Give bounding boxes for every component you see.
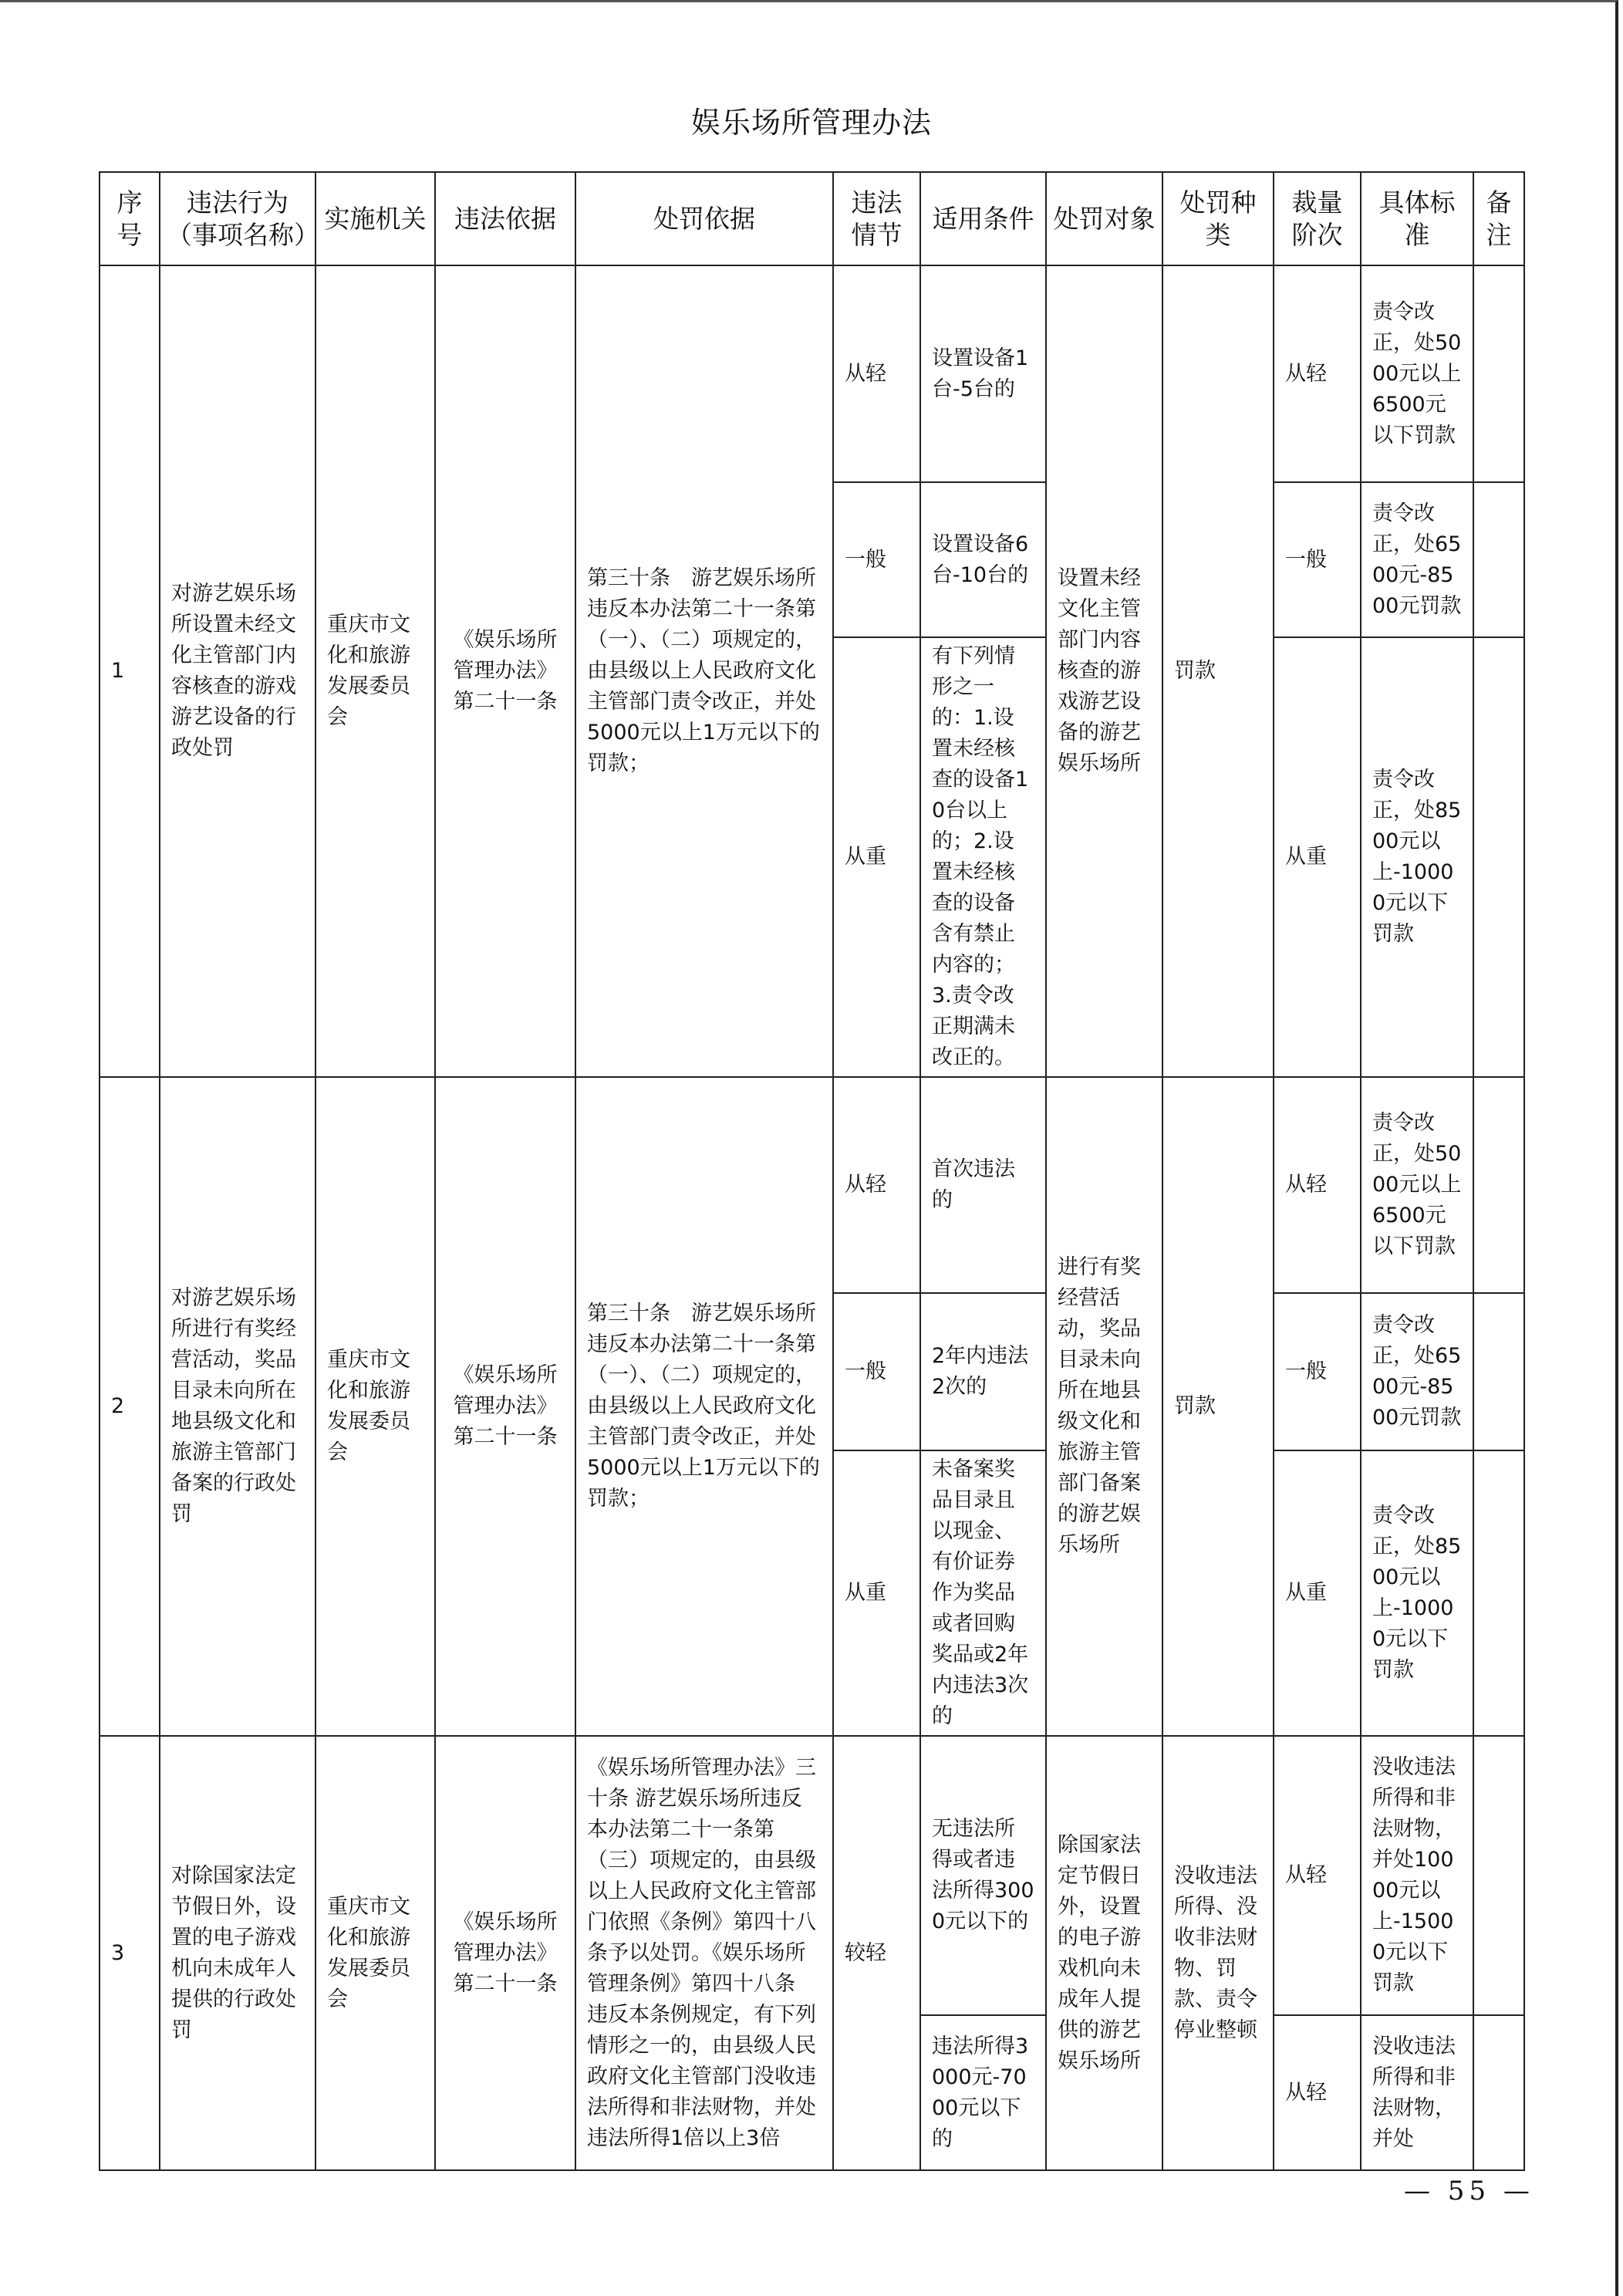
condition: 设置设备6台-10台的	[920, 482, 1046, 637]
header-no: 序号	[100, 172, 160, 265]
specific-standard: 没收违法所得和非法财物，并处10000元以上-15000元以下罚款	[1361, 1736, 1473, 2015]
header-standard: 具体标准	[1361, 172, 1473, 265]
circumstance: 从重	[833, 637, 920, 1077]
note	[1473, 1736, 1524, 2015]
discretion-level: 从轻	[1274, 2015, 1361, 2170]
specific-standard: 责令改正，处6500元-8500元罚款	[1361, 1293, 1473, 1450]
legal-basis: 《娱乐场所管理办法》第二十一条	[435, 265, 575, 1077]
header-note: 备注	[1473, 172, 1524, 265]
row-number: 1	[100, 265, 160, 1077]
discretion-level: 一般	[1274, 482, 1361, 637]
circumstance: 从轻	[833, 265, 920, 482]
discretion-level: 从轻	[1274, 265, 1361, 482]
table-row	[100, 265, 1524, 482]
legal-basis: 《娱乐场所管理办法》第二十一条	[435, 1077, 575, 1736]
penalty-standards-table	[99, 171, 1525, 2171]
header-level: 裁量阶次	[1274, 172, 1361, 265]
enforcement-agency: 重庆市文化和旅游发展委员会	[315, 265, 435, 1077]
row-number: 2	[100, 1077, 160, 1736]
legal-basis: 《娱乐场所管理办法》第二十一条	[435, 1736, 575, 2170]
specific-standard: 责令改正，处5000元以上6500元以下罚款	[1361, 265, 1473, 482]
specific-standard: 责令改正，处8500元以上-10000元以下罚款	[1361, 637, 1473, 1077]
discretion-level: 从重	[1274, 637, 1361, 1077]
note	[1473, 1077, 1524, 1293]
penalty-type: 罚款	[1162, 265, 1274, 1077]
table-row	[100, 1077, 1524, 1293]
condition: 首次违法的	[920, 1077, 1046, 1293]
condition: 无违法所得或者违法所得3000元以下的	[920, 1736, 1046, 2015]
note	[1473, 637, 1524, 1077]
header-agency: 实施机关	[315, 172, 435, 265]
note	[1473, 482, 1524, 637]
circumstance: 一般	[833, 482, 920, 637]
condition: 违法所得3000元-7000元以下的	[920, 2015, 1046, 2170]
document-title: 娱乐场所管理办法	[690, 106, 932, 140]
penalty-target: 进行有奖经营活动，奖品目录未向所在地县级文化和旅游主管部门备案的游艺娱乐场所	[1046, 1077, 1162, 1736]
row-number: 3	[100, 1736, 160, 2170]
discretion-level: 从重	[1274, 1450, 1361, 1736]
condition: 2年内违法2次的	[920, 1293, 1046, 1450]
specific-standard: 责令改正，处5000元以上6500元以下罚款	[1361, 1077, 1473, 1293]
header-type: 处罚种类	[1162, 172, 1274, 265]
header-circumstance: 违法情节	[833, 172, 920, 265]
violation-act: 对除国家法定节假日外，设置的电子游戏机向未成年人提供的行政处罚	[160, 1736, 315, 2170]
header-target: 处罚对象	[1046, 172, 1162, 265]
circumstance: 较轻	[833, 1736, 920, 2170]
penalty-basis: 第三十条 游艺娱乐场所违反本办法第二十一条第（一）、（二）项规定的，由县级以上人民政府文化主管部门责令改正，并处5000元以上1万元以下的罚款；	[575, 265, 833, 1077]
specific-standard: 责令改正，处6500元-8500元罚款	[1361, 482, 1473, 637]
header-act: 违法行为（事项名称）	[160, 172, 315, 265]
discretion-level: 从轻	[1274, 1077, 1361, 1293]
condition: 有下列情形之一的：1.设置未经核查的设备10台以上的；2.设置未经核查的设备含有禁止内容的；3.责令改正期满未改正的。	[920, 637, 1046, 1077]
header-condition: 适用条件	[920, 172, 1046, 265]
penalty-type: 罚款	[1162, 1077, 1274, 1736]
circumstance: 从轻	[833, 1077, 920, 1293]
violation-act: 对游艺娱乐场所进行有奖经营活动，奖品目录未向所在地县级文化和旅游主管部门备案的行政处罚	[160, 1077, 315, 1736]
condition: 设置设备1台-5台的	[920, 265, 1046, 482]
discretion-level: 从轻	[1274, 1736, 1361, 2015]
penalty-target: 设置未经文化主管部门内容核查的游戏游艺设备的游艺娱乐场所	[1046, 265, 1162, 1077]
table-row	[100, 1736, 1524, 2015]
specific-standard: 没收违法所得和非法财物，并处	[1361, 2015, 1473, 2170]
table-header-row	[100, 172, 1524, 265]
violation-act: 对游艺娱乐场所设置未经文化主管部门内容核查的游戏游艺设备的行政处罚	[160, 265, 315, 1077]
note	[1473, 265, 1524, 482]
circumstance: 从重	[833, 1450, 920, 1736]
penalty-basis: 《娱乐场所管理办法》三十条 游艺娱乐场所违反本办法第二十一条第（三）项规定的，由县级以上人民政府文化主管部门依照《条例》第四十八条予以处罚。《娱乐场所管理条例》第四十八条 违反本条例规定，有下列情形之一的，由县级人民政府文化主管部门没收违法所得和非法财物，并处违法所得1倍以上3倍	[575, 1736, 833, 2170]
header-basis: 违法依据	[435, 172, 575, 265]
condition: 未备案奖品目录且以现金、有价证券作为奖品或者回购奖品或2年内违法3次的	[920, 1450, 1046, 1736]
note	[1473, 2015, 1524, 2170]
note	[1473, 1450, 1524, 1736]
note	[1473, 1293, 1524, 1450]
penalty-basis: 第三十条 游艺娱乐场所违反本办法第二十一条第（一）、（二）项规定的，由县级以上人民政府文化主管部门责令改正，并处5000元以上1万元以下的罚款；	[575, 1077, 833, 1736]
discretion-level: 一般	[1274, 1293, 1361, 1450]
circumstance: 一般	[833, 1293, 920, 1450]
penalty-type: 没收违法所得、没收非法财物、罚款、责令停业整顿	[1162, 1736, 1274, 2170]
header-penalty-basis: 处罚依据	[575, 172, 833, 265]
enforcement-agency: 重庆市文化和旅游发展委员会	[315, 1077, 435, 1736]
specific-standard: 责令改正，处8500元以上-10000元以下罚款	[1361, 1450, 1473, 1736]
penalty-target: 除国家法定节假日外，设置的电子游戏机向未成年人提供的游艺娱乐场所	[1046, 1736, 1162, 2170]
enforcement-agency: 重庆市文化和旅游发展委员会	[315, 1736, 435, 2170]
page-number: — 55 —	[1404, 2176, 1534, 2207]
